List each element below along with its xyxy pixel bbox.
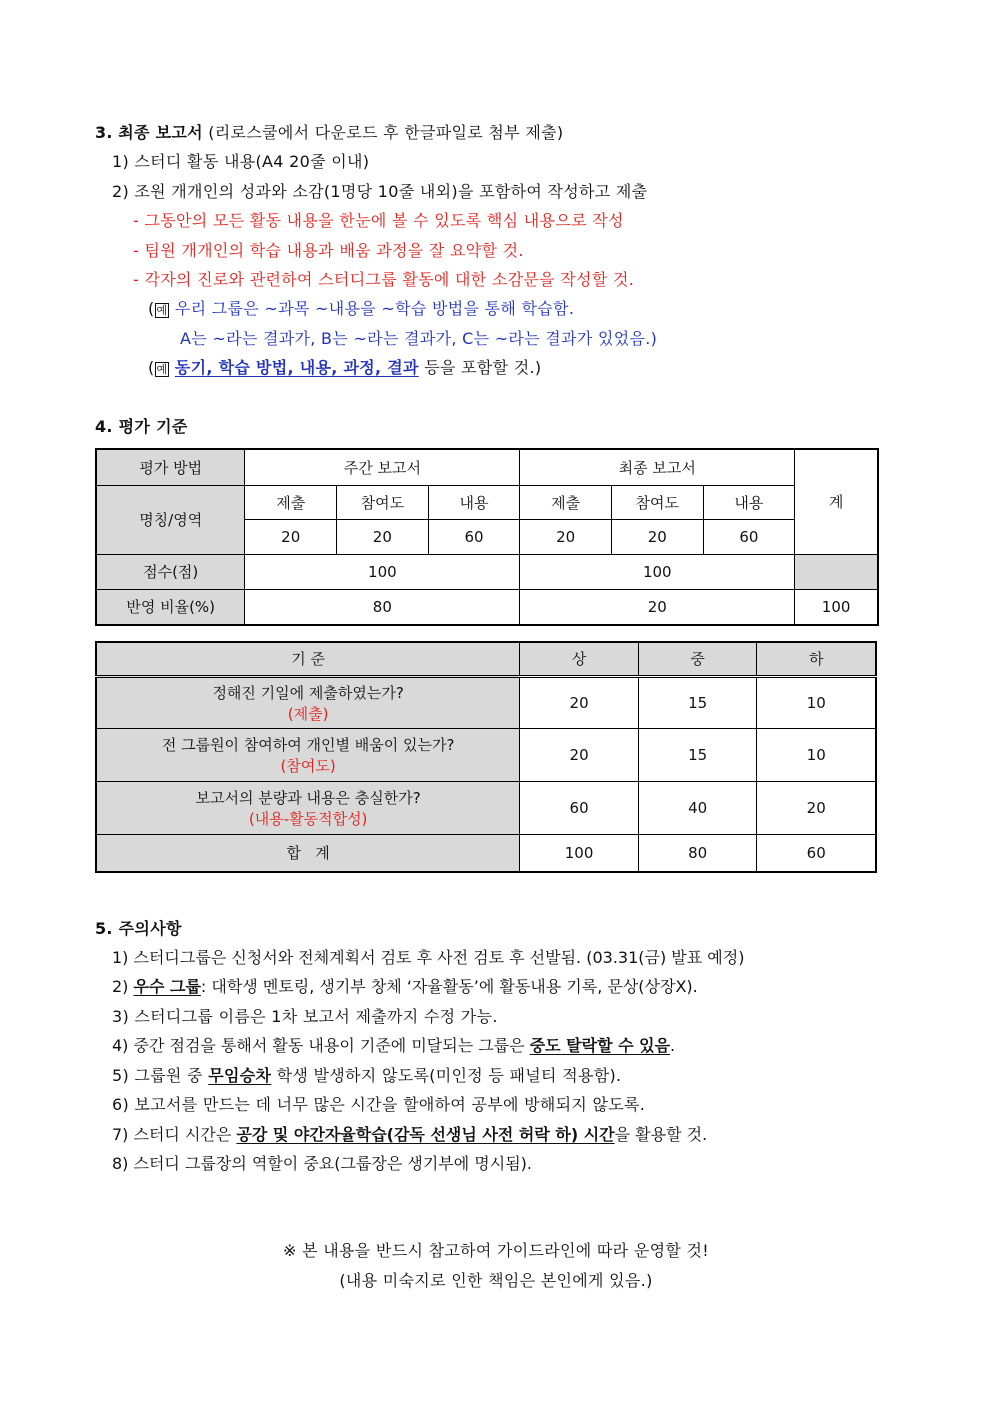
score-mid: 15 [638, 728, 757, 781]
val-weekly-content: 60 [428, 519, 520, 554]
section5-item-2 [112, 976, 698, 998]
sub-weekly-submit: 제출 [245, 485, 337, 519]
total-high: 100 [520, 834, 639, 872]
sub-final-content: 내용 [703, 485, 795, 519]
section4-title: 4. 평가 기준 [95, 417, 188, 436]
section3-example-1 [148, 298, 574, 322]
score-total-empty [795, 554, 878, 589]
item4-prefix: 4) 중간 점검을 통해서 활동 내용이 기준에 미달되는 그룹은 [112, 1036, 530, 1055]
h-total: 계 [795, 449, 878, 554]
item2-rest: : 대학생 멘토링, 생기부 창체 ‘자율활동’에 활동내용 기록, 문상(상장X). [200, 977, 698, 996]
example-2-mark: 예 [156, 363, 168, 376]
score-high: 20 [520, 728, 639, 781]
example-2-rest: 등을 포함할 것.) [418, 358, 542, 377]
item4-suffix: . [670, 1036, 676, 1055]
item7-prefix: 7) 스터디 시간은 [112, 1125, 237, 1144]
footer-responsibility: (내용 미숙지로 인한 책임은 본인에게 있음.) [339, 1271, 653, 1290]
h-final: 최종 보고서 [520, 449, 795, 485]
item7-rest: 을 활용할 것. [614, 1125, 708, 1144]
score-final: 100 [520, 554, 795, 589]
section3-red-item-3: - 각자의 진로와 관련하여 스터디그룹 활동에 대한 소감문을 작성할 것. [133, 270, 635, 289]
section5-item-8: 8) 스터디 그룹장의 역할이 중요(그룹장은 생기부에 명시됨). [112, 1154, 532, 1173]
val-final-submit: 20 [520, 519, 612, 554]
criterion-cell [96, 781, 520, 834]
criterion-text: 보고서의 분량과 내용은 충실한가? [195, 788, 421, 807]
example-2-keywords: 동기, 학습 방법, 내용, 과정, 결과 [174, 358, 419, 377]
section3-item-2: 2) 조원 개개인의 성과와 소감(1명당 10줄 내외)을 포함하여 작성하고 제출 [112, 182, 648, 201]
example-open-paren: ( [148, 299, 155, 318]
h-method: 평가 방법 [96, 449, 245, 485]
item5-prefix: 5) 그룹원 중 [112, 1066, 209, 1085]
section3-item-1: 1) 스터디 활동 내용(A4 20줄 이내) [112, 152, 370, 171]
criterion-tag: (내용-활동적합성) [248, 809, 368, 828]
section3-red-item-2: - 팀원 개개인의 학습 내용과 배움 과정을 잘 요약할 것. [133, 241, 524, 260]
low-header: 하 [757, 642, 876, 676]
example-1-text: 우리 그룹은 ~과목 ~내용을 ~학습 방법을 통해 학습함. [174, 299, 575, 318]
evaluation-criteria-table [95, 641, 877, 873]
section3-title: 최종 보고서 [118, 123, 203, 142]
total-label: 합 계 [96, 834, 520, 872]
section5-item-5 [112, 1065, 621, 1087]
total-mid: 80 [638, 834, 757, 872]
section5-item-6: 6) 보고서를 만드는 데 너무 많은 시간을 할애하여 공부에 방해되지 않도록. [112, 1095, 646, 1114]
section5-title: 5. 주의사항 [95, 919, 182, 938]
score-low: 10 [757, 728, 876, 781]
score-high: 20 [520, 676, 639, 728]
criterion-cell [96, 676, 520, 728]
sub-weekly-participation: 참여도 [337, 485, 429, 519]
evaluation-ratio-table [95, 448, 879, 626]
val-final-participation: 20 [611, 519, 703, 554]
val-weekly-submit: 20 [245, 519, 337, 554]
section3-note: (리로스쿨에서 다운로드 후 한글파일로 첨부 제출) [208, 123, 564, 142]
item2-prefix: 2) [112, 977, 134, 996]
score-label: 점수(점) [96, 554, 245, 589]
score-low: 20 [757, 781, 876, 834]
section5-item-1: 1) 스터디그룹은 신청서와 전체계획서 검토 후 사전 검토 후 선발됨. (03.31(금) 발표 예정) [112, 948, 745, 967]
score-weekly: 100 [245, 554, 520, 589]
val-weekly-participation: 20 [337, 519, 429, 554]
score-low: 10 [757, 676, 876, 728]
high-header: 상 [520, 642, 639, 676]
criterion-text: 전 그룹원이 참여하여 개인별 배움이 있는가? [161, 735, 455, 754]
section3-number: 3. [95, 123, 113, 142]
criterion-tag: (참여도) [280, 756, 336, 775]
h-name: 명칭/영역 [96, 485, 245, 554]
sub-final-participation: 참여도 [611, 485, 703, 519]
example-mark: 예 [156, 304, 168, 317]
h-weekly: 주간 보고서 [245, 449, 520, 485]
table-row [96, 781, 876, 834]
criterion-tag: (제출) [287, 704, 329, 723]
sub-weekly-content: 내용 [428, 485, 520, 519]
sub-final-submit: 제출 [520, 485, 612, 519]
total-row [96, 834, 876, 872]
item5-rest: 학생 발생하지 않도록(미인정 등 패널티 적용함). [271, 1066, 622, 1085]
ratio-final: 20 [520, 589, 795, 625]
criterion-cell [96, 728, 520, 781]
score-high: 60 [520, 781, 639, 834]
criteria-header: 기 준 [96, 642, 520, 676]
section5-item-7 [112, 1124, 707, 1146]
item7-underlined: 공강 및 야간자율학습(감독 선생님 사전 허락 하) 시간 [236, 1125, 615, 1144]
score-mid: 15 [638, 676, 757, 728]
section5-item-3: 3) 스터디그룹 이름은 1차 보고서 제출까지 수정 가능. [112, 1007, 498, 1026]
example-2-open-paren: ( [148, 358, 155, 377]
ratio-label: 반영 비율(%) [96, 589, 245, 625]
ratio-total: 100 [795, 589, 878, 625]
ratio-weekly: 80 [245, 589, 520, 625]
footer-notice: ※ 본 내용을 반드시 참고하여 가이드라인에 따라 운영할 것! [283, 1241, 709, 1260]
score-mid: 40 [638, 781, 757, 834]
section3-example-2 [148, 357, 541, 381]
table-row [96, 728, 876, 781]
section3-heading [95, 122, 563, 144]
total-low: 60 [757, 834, 876, 872]
mid-header: 중 [638, 642, 757, 676]
section3-red-item-1: - 그동안의 모든 활동 내용을 한눈에 볼 수 있도록 핵심 내용으로 작성 [133, 211, 624, 230]
item5-underlined: 무임승차 [208, 1066, 272, 1085]
section3-example-1-line2: A는 ~라는 결과가, B는 ~라는 결과가, C는 ~라는 결과가 있었음.) [180, 329, 658, 348]
item4-underlined: 중도 탈락할 수 있음 [529, 1036, 671, 1055]
val-final-content: 60 [703, 519, 795, 554]
table-row [96, 676, 876, 728]
criterion-text: 정해진 기일에 제출하였는가? [212, 683, 404, 702]
section5-item-4 [112, 1035, 675, 1057]
item2-underlined: 우수 그룹 [133, 977, 201, 996]
